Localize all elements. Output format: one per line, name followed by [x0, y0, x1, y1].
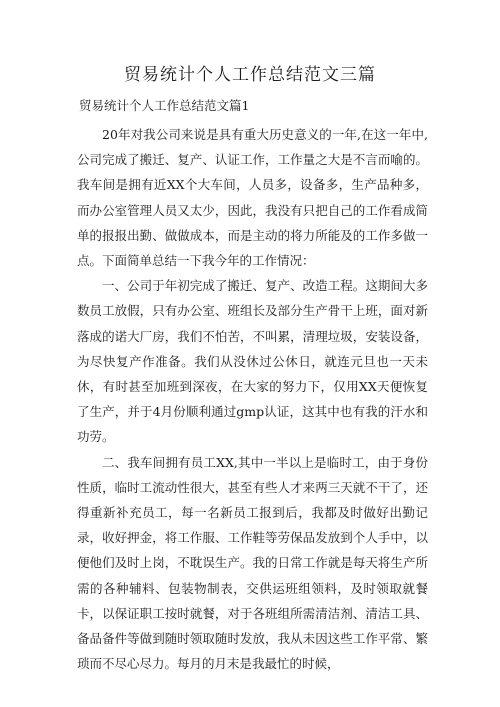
- paragraph-point-two: 二、我车间拥有员工XX,其中一半以上是临时工，由于身份性质，临时工流动性很大，甚至有些人才来两三天就不干了，还得重新补充员工，每一名新员工报到后，我都及时做好出勤记录，收好押金，将工作服、工作鞋等劳保品发放到个人手中，以便他们及时上岗，不耽误生产。我的日常工作就是每天将生产所需的各种辅料、包装物制表，交供运班组领料，及时领取就餐卡，以保证职工按时就餐，对于各班组所需清洁剂、清洁工具、备品备件等做到随时领取随时发放，我从未因这些工作平常、繁琐而不尽心尽力。每月的月末是我最忙的时候，: [77, 454, 428, 672]
- paragraph-point-one: 一、公司于年初完成了搬迁、复产、改造工程。这期间大多数员工放假，只有办公室、班组长及部分生产骨干上班，面对新落成的诺大厂房，我们不怕苦，不叫累，清理垃圾，安装设备，为尽快复产作准备。我们从没休过公休日，就连元旦也一天未休，有时甚至加班到深夜，在大家的努力下，仅用XX天便恢复了生产，并于4月份顺利通过gmp认证，这其中也有我的汗水和功劳。: [77, 278, 428, 445]
- paragraph-intro: 20年对我公司来说是具有重大历史意义的一年,在这一年中,公司完成了搬迁、复产、认证工作，工作量之大是不言而喻的。我车间是拥有近XX个大车间，人员多，设备多，生产品种多，而办公室管理人员又太少，因此，我没有只把自己的工作看成简单的报报出勤、做做成本，而是主动的将力所能及的工作多做一点。下面简单总结一下我今年的工作情况：: [77, 127, 428, 269]
- section-heading: 贸易统计个人工作总结范文篇1: [79, 98, 250, 113]
- document-body: [77, 122, 428, 676]
- document-title: 贸易统计个人工作总结范文三篇: [124, 65, 376, 85]
